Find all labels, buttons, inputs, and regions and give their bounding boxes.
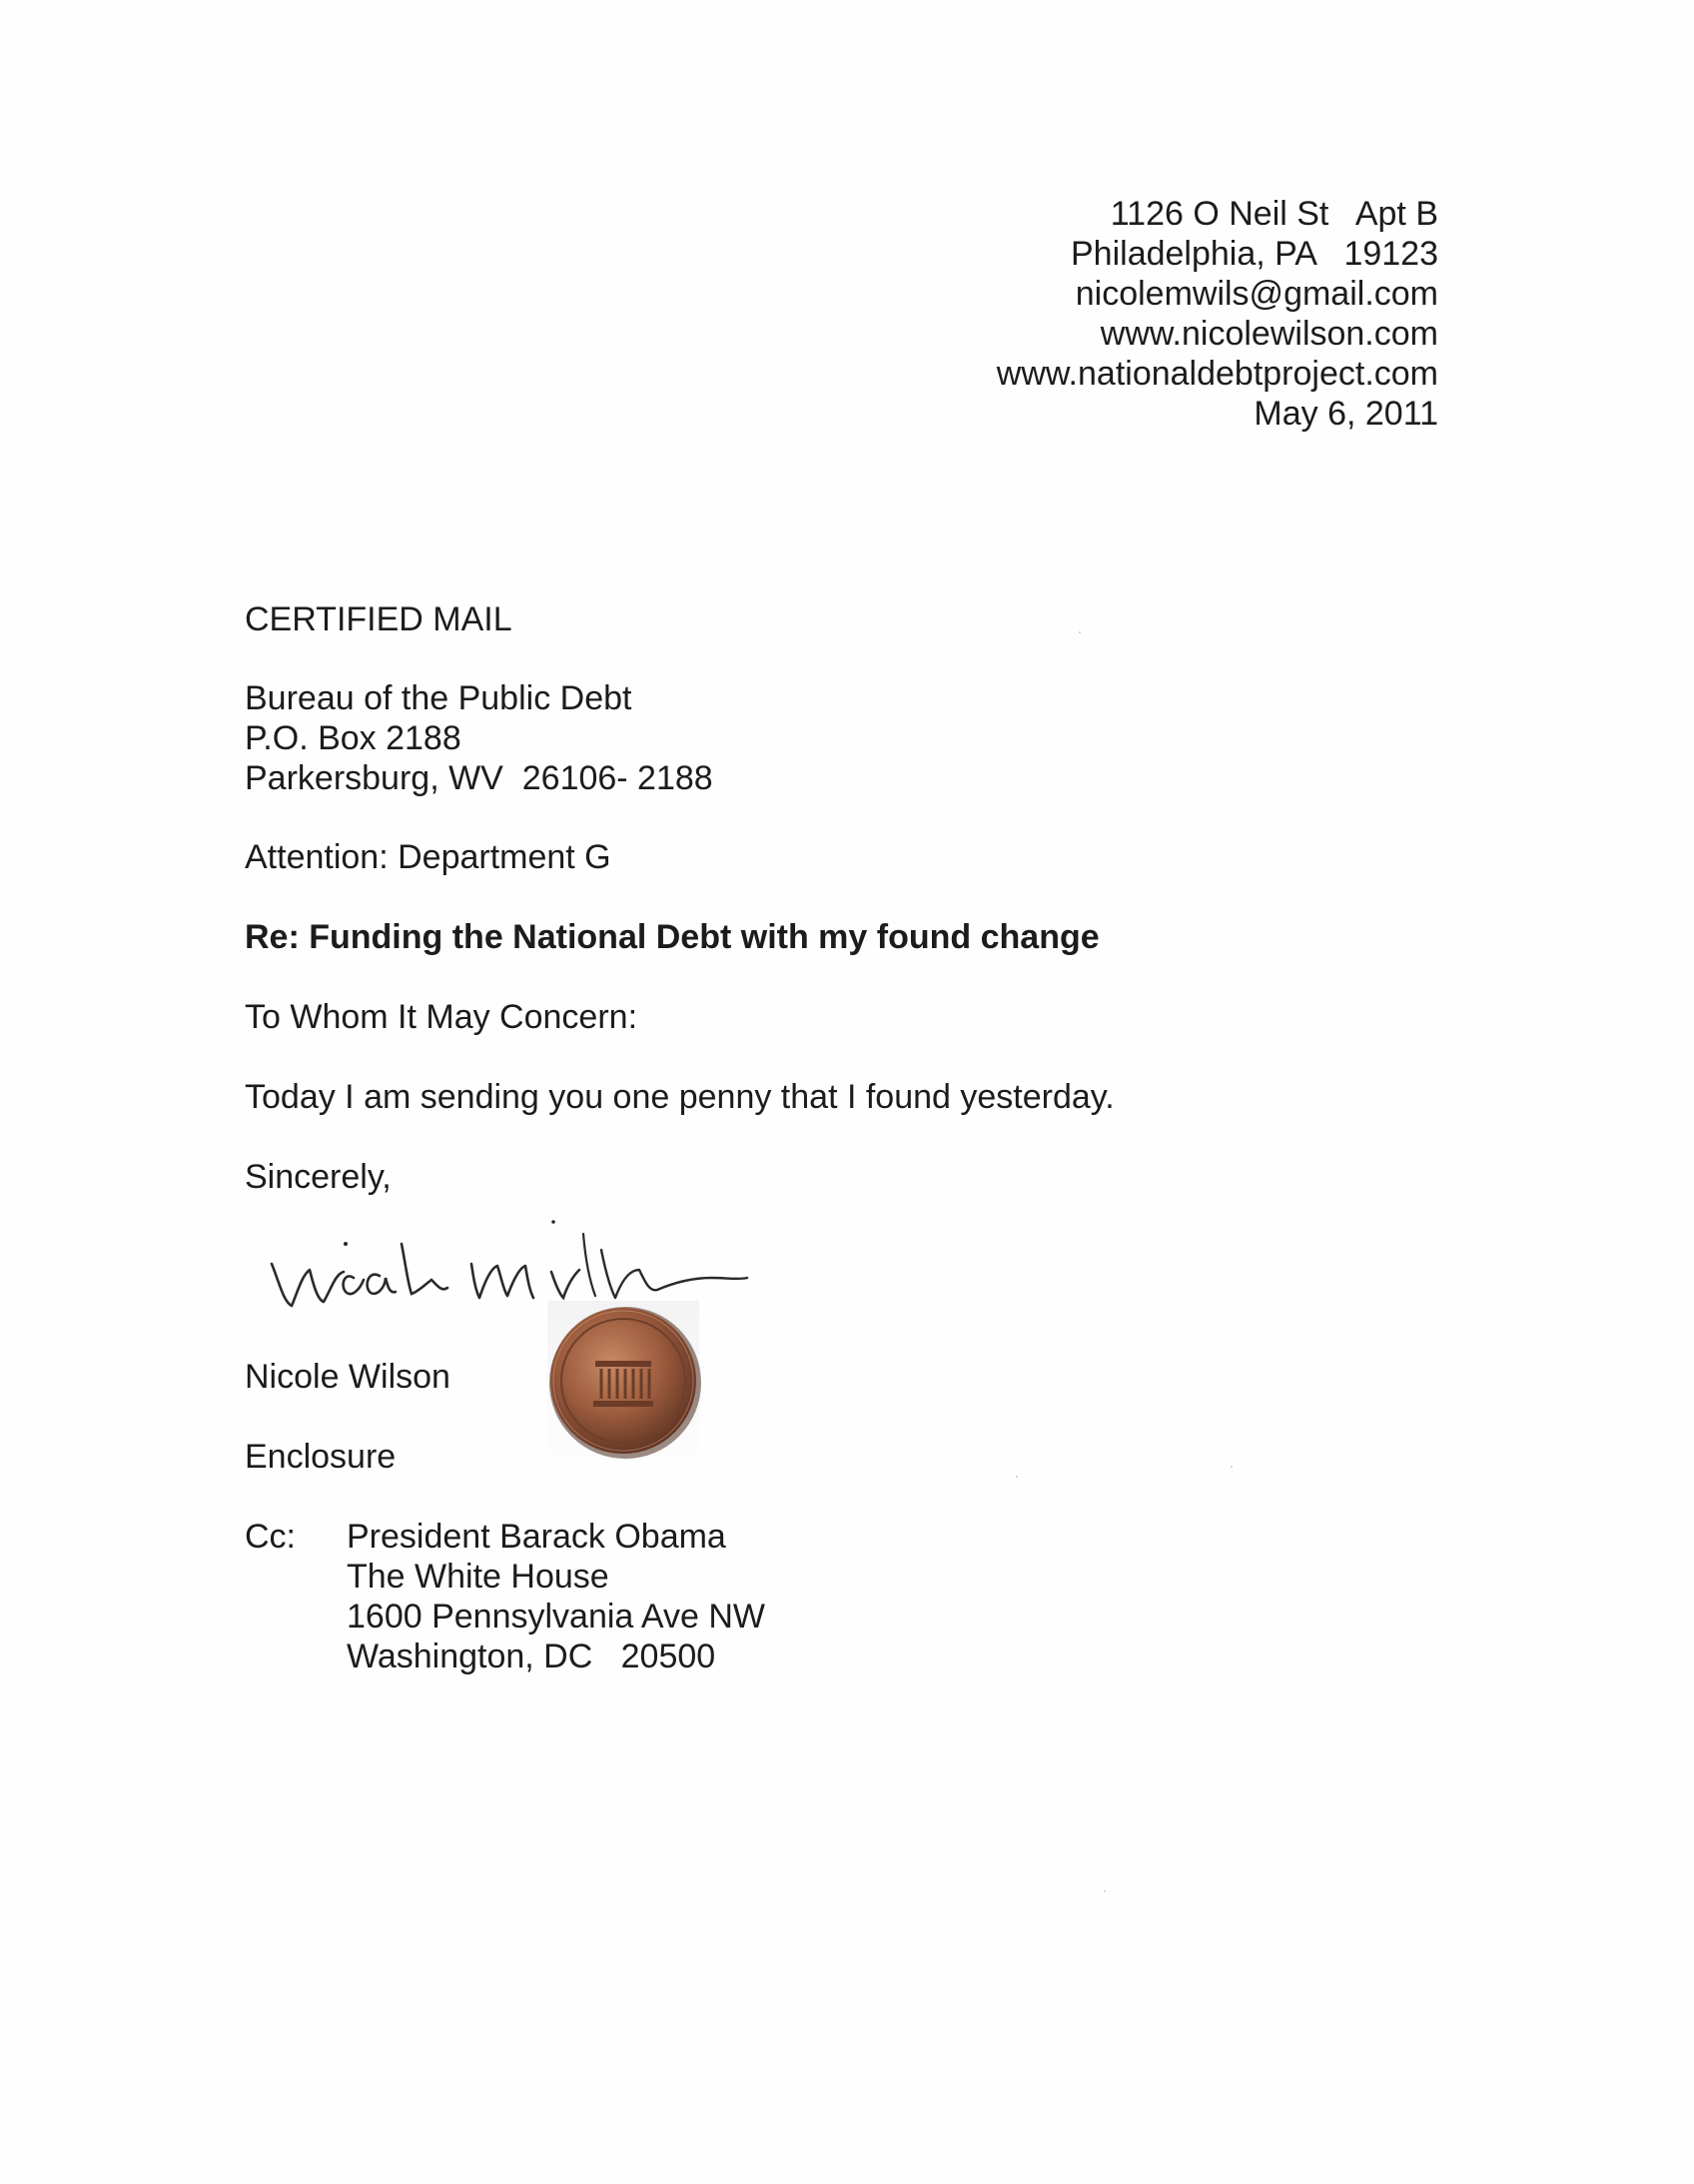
scan-speck (1079, 631, 1081, 633)
cc-city: Washington, DC 20500 (347, 1638, 716, 1675)
attention-line: Attention: Department G (245, 838, 611, 876)
lincoln-memorial-penny-icon (545, 1301, 703, 1485)
scan-speck (1016, 1476, 1018, 1478)
salutation: To Whom It May Concern: (245, 998, 638, 1036)
cc-organization: The White House (347, 1558, 609, 1596)
recipient-city: Parkersburg, WV 26106- 2188 (245, 759, 713, 797)
recipient-name: Bureau of the Public Debt (245, 679, 632, 717)
closing: Sincerely, (245, 1158, 392, 1196)
cc-label: Cc: (245, 1518, 296, 1556)
letter-body: Today I am sending you one penny that I found yesterday. (245, 1078, 1115, 1116)
scan-speck (1231, 1466, 1233, 1468)
cc-address-block (347, 1517, 765, 1676)
signer-name: Nicole Wilson (245, 1358, 450, 1396)
cc-name: President Barack Obama (347, 1518, 726, 1556)
sender-city: Philadelphia, PA 19123 (1071, 235, 1438, 273)
scan-speck (1104, 1890, 1106, 1892)
enclosure-note: Enclosure (245, 1438, 397, 1476)
recipient-po-box: P.O. Box 2188 (245, 719, 461, 757)
sender-project-website: www.nationaldebtproject.com (996, 355, 1438, 393)
sender-street: 1126 O Neil St Apt B (1110, 195, 1438, 233)
subject-line: Re: Funding the National Debt with my found change (245, 918, 1100, 956)
cc-street: 1600 Pennsylvania Ave NW (347, 1598, 765, 1636)
recipient-address-block (245, 678, 713, 798)
letter-date: May 6, 2011 (1254, 395, 1438, 433)
sender-address-block (997, 194, 1438, 434)
sender-email: nicolemwils@gmail.com (1075, 275, 1438, 313)
mail-type: CERTIFIED MAIL (245, 600, 512, 638)
sender-website: www.nicolewilson.com (1100, 315, 1438, 353)
penny-photo (545, 1301, 703, 1485)
